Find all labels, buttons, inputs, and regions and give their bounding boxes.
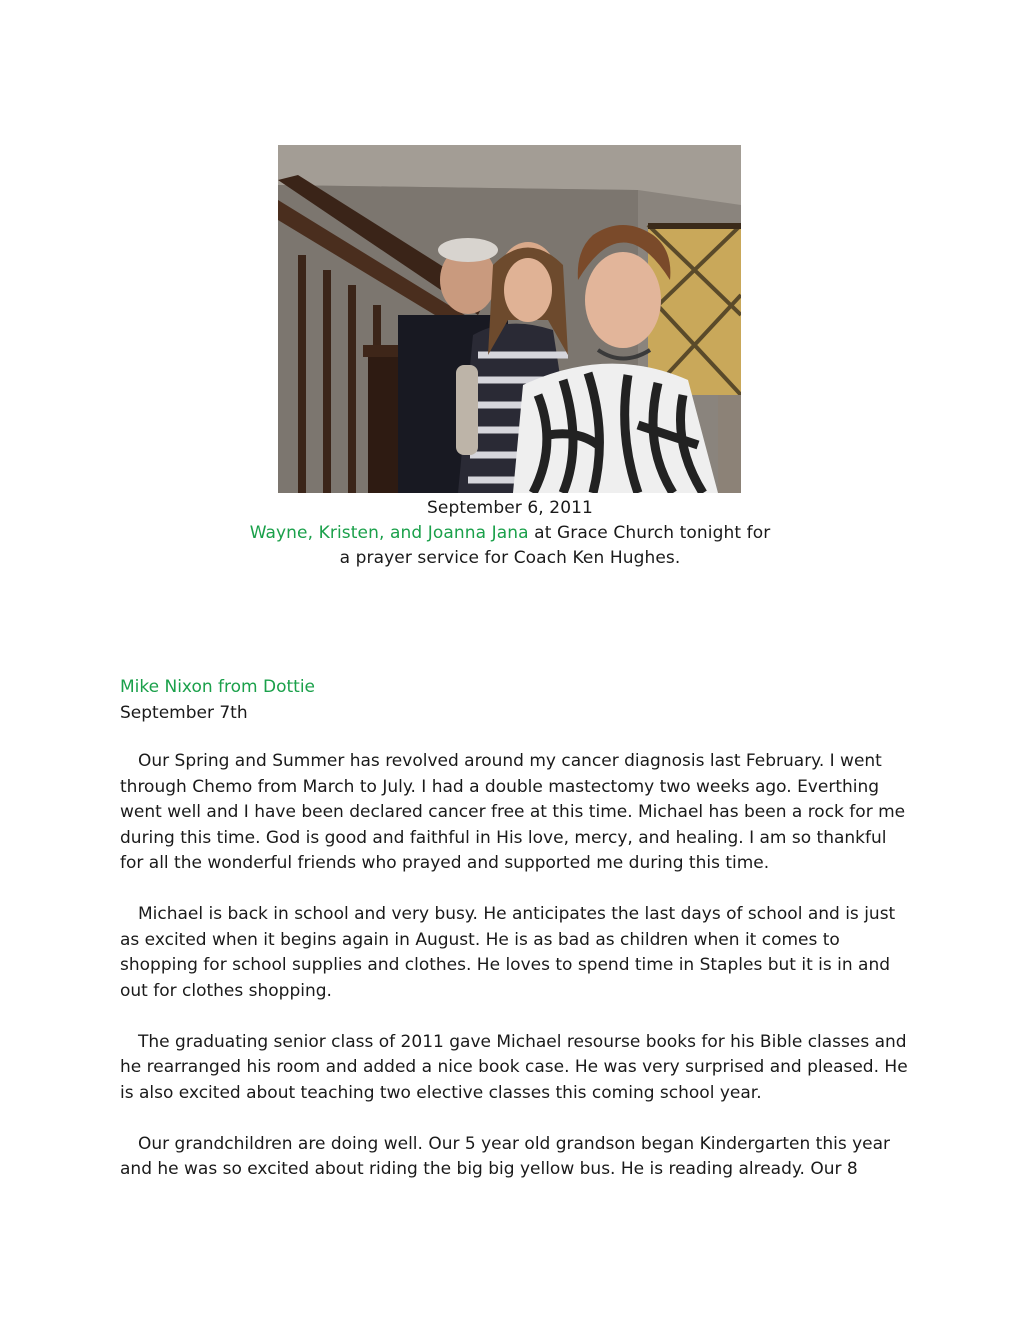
letter-paragraph: Our grandchildren are doing well. Our 5 year old grandson began Kindergarten this year and he was so excited about riding the big big yellow bus. He is reading already. Our 8	[120, 1133, 891, 1179]
caption-line1-rest: at Grace Church tonight for	[528, 523, 771, 543]
letter-paragraph: Our Spring and Summer has revolved around my cancer diagnosis last February. I went through Chemo from March to July. I had a double mastectomy two weeks ago. Everthing went well and I have been declared cancer free at this time. Michael has been a rock for me during this time. God is good and faithful in His love, mercy, and healing. I am so thankful for all the wonderful friends who prayed and supported me during this time.	[120, 751, 906, 873]
caption-names: Wayne, Kristen, and Joanna Jana	[249, 523, 529, 543]
letter-paragraph: Michael is back in school and very busy. He anticipates the last days of school and is just as excited when it begins again in August. He is as bad as children when it comes to shopping for school supplies and clothes. He loves to spend time in Staples but it is in and out for clothes shopping.	[120, 904, 896, 1001]
letter-from: Mike Nixon from Dottie	[120, 677, 316, 697]
photo-caption-date: September 6, 2011	[427, 498, 593, 518]
photo-caption-line2: a prayer service for Coach Ken Hughes.	[339, 548, 681, 568]
letter-paragraph: The graduating senior class of 2011 gave Michael resourse books for his Bible classes and he rearranged his room and added a nice book case. He was very surprised and pleased. He is also excited about teaching two elective classes this coming school year.	[120, 1031, 908, 1103]
letter-date: September 7th	[120, 703, 248, 723]
letter-body	[120, 749, 910, 1208]
letter-heading	[120, 674, 315, 726]
photo-caption-line1	[200, 521, 820, 546]
family-photo	[278, 145, 741, 493]
